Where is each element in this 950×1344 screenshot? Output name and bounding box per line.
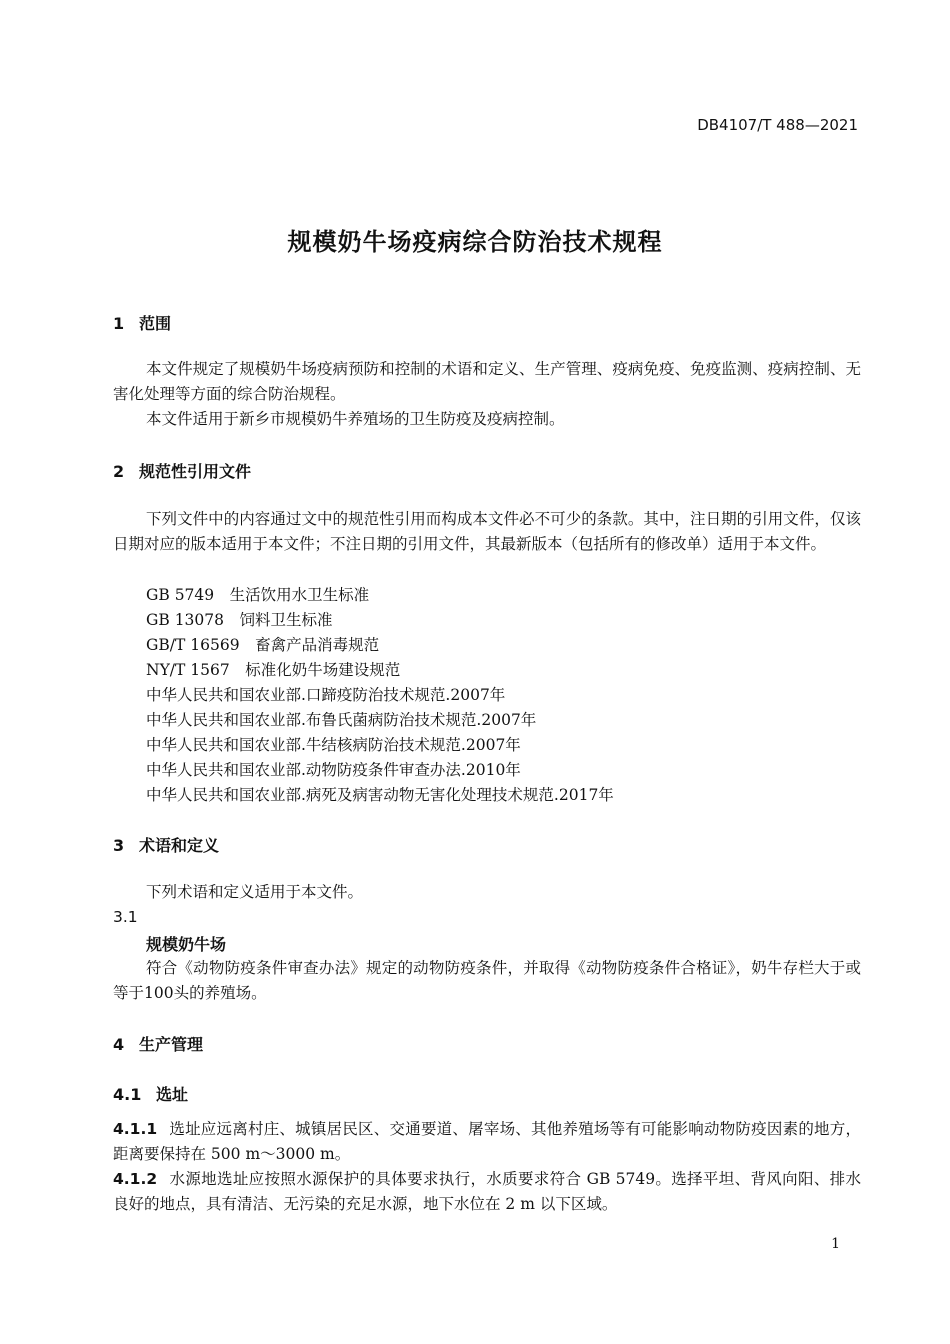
section-heading-production xyxy=(113,1032,203,1055)
clause xyxy=(113,1167,861,1217)
paragraph: 本文件规定了规模奶牛场疫病预防和控制的术语和定义、生产管理、疫病免疫、免疫监测、疫病控制、无害化处理等方面的综合防治规程。 xyxy=(113,360,861,403)
section-title: 生产管理 xyxy=(139,1035,204,1054)
section-title: 术语和定义 xyxy=(139,836,220,855)
paragraph: 下列文件中的内容通过文中的规范性引用而构成本文件必不可少的条款。其中，注日期的引用文件，仅该日期对应的版本适用于本文件；不注日期的引用文件，其最新版本（包括所有的修改单）适用于本文件。 xyxy=(113,510,861,553)
document-title: 规模奶牛场疫病综合防治技术规程 xyxy=(287,228,663,256)
subsection-title: 选址 xyxy=(156,1085,189,1104)
section-title: 规范性引用文件 xyxy=(139,462,252,481)
section-number: 2 xyxy=(113,462,125,481)
reference-item: 中华人民共和国农业部.牛结核病防治技术规范.2007年 xyxy=(146,736,521,754)
clause-number: 4.1.2 xyxy=(113,1170,158,1188)
term-definition: 符合《动物防疫条件审查办法》规定的动物防疫条件，并取得《动物防疫条件合格证》，奶牛存栏大于或等于100头的养殖场。 xyxy=(113,959,861,1002)
section-number: 4 xyxy=(113,1035,125,1054)
section-heading-terms xyxy=(113,833,219,856)
section-heading-references xyxy=(113,459,251,482)
clause-number: 4.1.1 xyxy=(113,1120,158,1138)
reference-item: GB 13078 饲料卫生标准 xyxy=(146,611,333,629)
reference-item: NY/T 1567 标准化奶牛场建设规范 xyxy=(146,661,401,679)
subsection-number: 4.1 xyxy=(113,1085,142,1104)
section-title: 范围 xyxy=(139,314,172,333)
paragraph: 下列术语和定义适用于本文件。 xyxy=(146,883,364,901)
section-number: 1 xyxy=(113,314,125,333)
reference-item: 中华人民共和国农业部.动物防疫条件审查办法.2010年 xyxy=(146,761,521,779)
clause xyxy=(113,1117,861,1167)
term-number: 3.1 xyxy=(113,908,138,926)
reference-item: 中华人民共和国农业部.布鲁氏菌病防治技术规范.2007年 xyxy=(146,711,537,729)
standard-number: DB4107/T 488—2021 xyxy=(697,116,858,134)
paragraph: 本文件适用于新乡市规模奶牛养殖场的卫生防疫及疫病控制。 xyxy=(146,410,565,428)
reference-item: GB/T 16569 畜禽产品消毒规范 xyxy=(146,636,380,654)
term-name: 规模奶牛场 xyxy=(146,935,227,954)
reference-item: 中华人民共和国农业部.病死及病害动物无害化处理技术规范.2017年 xyxy=(146,786,614,804)
section-heading-scope xyxy=(113,311,171,334)
subsection-heading-site xyxy=(113,1082,188,1105)
reference-item: GB 5749 生活饮用水卫生标准 xyxy=(146,586,370,604)
clause-text: 水源地选址应按照水源保护的具体要求执行，水质要求符合 GB 5749。选择平坦、背风向阳、排水良好的地点，具有清洁、无污染的充足水源，地下水位在 2 m 以下区域。 xyxy=(113,1170,861,1213)
clause-text: 选址应远离村庄、城镇居民区、交通要道、屠宰场、其他养殖场等有可能影响动物防疫因素的地方，距离要保持在 500 m～3000 m。 xyxy=(113,1120,861,1163)
page-number: 1 xyxy=(831,1236,840,1252)
reference-item: 中华人民共和国农业部.口蹄疫防治技术规范.2007年 xyxy=(146,686,506,704)
section-number: 3 xyxy=(113,836,125,855)
